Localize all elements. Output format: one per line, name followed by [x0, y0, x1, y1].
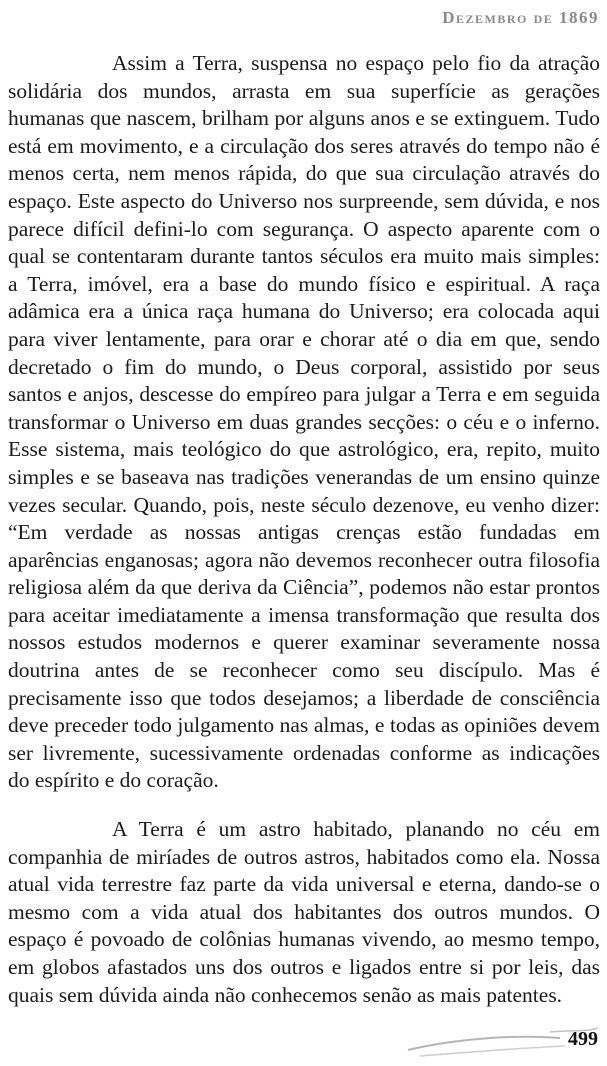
running-header: Dezembro de 1869 [442, 8, 599, 27]
paragraph-1: Assim a Terra, suspensa no espaço pelo fio da atração solidária dos mundos, arrasta em sua superfície as gerações humanas que nascem, brilham por alguns anos e se extinguem. Tudo está em movimento, e a circulação dos seres através do tempo não é menos certa, nem menos rápida, do que sua circulação através do espaço. Este aspecto do Universo nos surpreende, sem dúvida, e nos parece difícil defini-lo com segurança. O aspecto aparente com o qual se contentaram durante tantos séculos era muito mais simples: a Terra, imóvel, era a base do mundo físico e espiritual. A raça adâmica era a única raça humana do Universo; era colocada aqui para viver lentamente, para orar e chorar até o dia em que, sendo decretado o fim do mundo, o Deus corporal, assistido por seus santos e anjos, descesse do empíreo para julgar a Terra e em seguida transformar o Universo em duas grandes secções: o céu e o inferno. Esse sistema, mais teológico do que astrológico, era, repito, muito simples e se baseava nas tradições venerandas de um ensino quinze vezes secular. Quando, pois, neste século dezenove, eu venho dizer: “Em verdade as nossas antigas crenças estão fundadas em aparências enganosas; agora não devemos reconhecer outra filosofia religiosa além da que deriva da Ciência”, podemos não estar prontos para aceitar imediatamente a imensa transformação que resulta dos nossos estudos modernos e querer examinar severamente nossa doutrina antes de se reconhecer como seu discípulo. Mas é precisamente isso que todos desejamos; a liberdade de consciência deve preceder todo julgamento nas almas, e todas as opiniões devem ser livremente, sucessivamente ordenadas conforme as indicações do espírito e do coração. [8, 51, 600, 793]
page-footer [400, 1022, 600, 1062]
paragraph-2: A Terra é um astro habitado, planando no céu em companhia de miríades de outros astros, habitados como ela. Nossa atual vida terrestre faz parte da vida universal e eterna, dando-se o mesmo com a vida atual dos habitantes dos outros mundos. O espaço é povoado de colônias humanas vivendo, ao mesmo tempo, em globos afastados uns dos outros e ligados entre si por leis, das quais sem dúvida ainda não conhecemos senão as mais patentes. [8, 817, 600, 1007]
page-number: 499 [568, 1028, 598, 1050]
page-body [8, 50, 600, 1009]
